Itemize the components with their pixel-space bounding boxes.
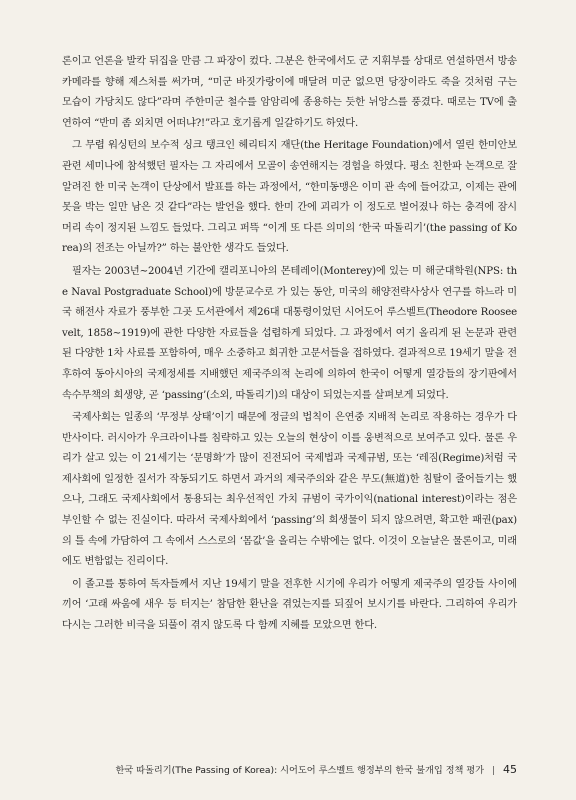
paragraph-1: 론이고 언론을 발칵 뒤집을 만큼 그 파장이 컸다. 그분은 한국에서도 군 지휘부를 상대로 연설하면서 방송 카메라를 향해 제스처를 써가며, “미군 바짓가랑이에 매달려 미군 없으면 당장이라도 죽을 것처럼 구는 모습이 가당치도 않다”라며 주한미군 철수를 암암리에 종용하는 듯한 뉘앙스를 풍겼다. 때로는 TV에 출연하여 “반미 좀 외치면 어떠냐?!”라고 호기롭게 일갈하기도 하였다. bbox=[62, 56, 517, 129]
footer-separator: | bbox=[491, 765, 496, 776]
page-body bbox=[62, 52, 517, 639]
page-footer bbox=[62, 762, 517, 776]
paragraph-4: 국제사회는 일종의 ‘무정부 상태’이기 때문에 정글의 법칙이 은연중 지배적 논리로 작용하는 경우가 다반사이다. 러시아가 우크라이나를 침략하고 있는 오늘의 현상이 이를 웅변적으로 보여주고 있다. 물론 우리가 살고 있는 이 21세기는 ‘문명화’가 많이 진전되어 국제법과 국제규범, 또는 ‘레짐(Regime)처럼 국제사회에 일정한 질서가 작동되기도 하면서 과거의 제국주의와 같은 무도(無道)한 침탈이 줄어들기는 했으나, 그래도 국제사회에서 통용되는 최우선적인 가치 규범이 국가이익(national interest)이라는 점은 부인할 수 없는 진실이다. 따라서 국제사회에서 ‘passing’의 희생물이 되지 않으려면, 확고한 패권(pax)의 틀 속에 가담하여 그 속에서 스스로의 ‘몸값’을 올리는 수밖에는 없다. 이것이 오늘날은 물론이고, 미래에도 변함없는 진리이다. bbox=[62, 412, 517, 568]
paragraph-5: 이 졸고를 통하여 독자들께서 지난 19세기 말을 전후한 시기에 우리가 어떻게 제국주의 열강들 사이에 끼어 ‘고래 싸움에 새우 등 터지는’ 참담한 환난을 겪었는지를 되짚어 보시기를 바란다. 그리하여 우리가 다시는 그러한 비극을 되풀이 겪지 않도록 다 함께 지혜를 모았으면 한다. bbox=[62, 578, 517, 632]
page-number: 45 bbox=[503, 763, 517, 776]
paragraph-2: 그 무렵 워싱턴의 보수적 싱크 탱크인 헤리티지 재단(the Heritage Foundation)에서 열린 한미안보 관련 세미나에 참석했던 필자는 그 자리에서 모골이 송연해지는 경험을 하였다. 평소 친한파 논객으로 잘 알려진 한 미국 논객이 단상에서 발표를 하는 과정에서, “한미동맹은 이미 관 속에 들어갔고, 이제는 관에 못을 박는 일만 남은 것 같다”라는 발언을 했다. 한미 간에 괴리가 이 정도로 벌어졌나 하는 충격에 잠시 머리 속이 정지된 느낌도 들었다. 그리고 퍼뜩 “이게 또 다른 의미의 ‘한국 따돌리기’(the passing of Korea)의 전조는 아닐까?” 하는 불안한 생각도 들었다. bbox=[62, 140, 517, 255]
paragraph-3: 필자는 2003년∼2004년 기간에 캘리포니아의 몬테레이(Monterey)에 있는 미 해군대학원(NPS: the Naval Postgraduate School)에 방문교수로 가 있는 동안, 미국의 해양전략사상사 연구를 하느라 미국 해전사 자료가 풍부한 그곳 도서관에서 제26대 대통령이었던 시어도어 루스벨트(Theodore Rooseevelt, 1858∼1919)에 관한 다양한 자료들을 섭렵하게 되었다. 그 과정에서 여기 올리게 된 논문과 관련된 다양한 1차 사료를 포함하여, 매우 소중하고 희귀한 고문서들을 접하였다. 결과적으로 19세기 말을 전후하여 동아시아의 국제정세를 지배했던 제국주의적 논리에 의하여 한국이 어떻게 열강들의 장기판에서 속수무책의 희생양, 곧 ‘passing’(소외, 따돌리기)의 대상이 되었는지를 살펴보게 되었다. bbox=[62, 265, 517, 401]
running-title: 한국 따돌리기(The Passing of Korea): 시어도어 루스벨트 행정부의 한국 불개입 정책 평가 bbox=[115, 765, 485, 776]
